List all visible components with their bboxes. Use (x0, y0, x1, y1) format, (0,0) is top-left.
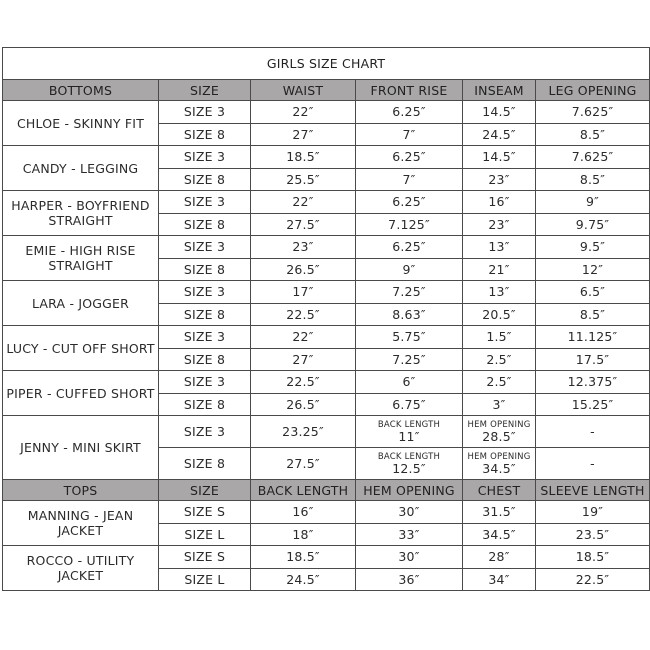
size-cell: SIZE S (159, 501, 251, 524)
sub-value: 34.5″ (482, 460, 516, 476)
inseam-cell: 14.5″ (463, 146, 536, 169)
table-row (3, 416, 650, 448)
waist-cell: 22″ (251, 101, 356, 124)
inseam-cell: 13″ (463, 236, 536, 259)
hem-opening-cell: 36″ (356, 568, 463, 591)
inseam-cell: 1.5″ (463, 326, 536, 349)
front-rise-cell: 6.25″ (356, 191, 463, 214)
sleeve-length-cell: 18.5″ (536, 546, 650, 569)
product-name: PIPER - CUFFED SHORT (3, 371, 159, 416)
hem-opening-cell: 30″ (356, 546, 463, 569)
size-cell: SIZE 3 (159, 326, 251, 349)
header-cell: SIZE (159, 480, 251, 501)
size-cell: SIZE 8 (159, 348, 251, 371)
size-cell: SIZE 8 (159, 448, 251, 480)
sleeve-length-cell: 19″ (536, 501, 650, 524)
header-cell: FRONT RISE (356, 80, 463, 101)
table-row (3, 281, 650, 304)
front-rise-cell: 7″ (356, 168, 463, 191)
leg-opening-cell: 7.625″ (536, 146, 650, 169)
size-cell: SIZE L (159, 523, 251, 546)
inseam-cell: 16″ (463, 191, 536, 214)
inseam-cell: 14.5″ (463, 101, 536, 124)
waist-cell: 22″ (251, 191, 356, 214)
size-cell: SIZE S (159, 546, 251, 569)
size-cell: SIZE 8 (159, 213, 251, 236)
waist-cell: 27.5″ (251, 448, 356, 480)
size-cell: SIZE 3 (159, 416, 251, 448)
back-length-cell: 18″ (251, 523, 356, 546)
table-row (3, 546, 650, 569)
waist-cell: 27″ (251, 348, 356, 371)
front-rise-cell: 8.63″ (356, 303, 463, 326)
header-cell: BOTTOMS (3, 80, 159, 101)
size-cell: SIZE 8 (159, 303, 251, 326)
product-name: CANDY - LEGGING (3, 146, 159, 191)
size-cell: SIZE 3 (159, 371, 251, 394)
chest-cell: 34.5″ (463, 523, 536, 546)
sub-value: 28.5″ (482, 428, 516, 444)
table-row (3, 191, 650, 214)
waist-cell: 23.25″ (251, 416, 356, 448)
table-row (3, 236, 650, 259)
sleeve-length-cell: 23.5″ (536, 523, 650, 546)
sub-label: HEM OPENING (467, 451, 531, 462)
inseam-cell: 2.5″ (463, 348, 536, 371)
front-rise-cell: 7.25″ (356, 348, 463, 371)
header-cell: INSEAM (463, 80, 536, 101)
product-name: LUCY - CUT OFF SHORT (3, 326, 159, 371)
leg-opening-cell: 11.125″ (536, 326, 650, 349)
sub-label: BACK LENGTH (377, 451, 441, 462)
front-rise-cell: 6.25″ (356, 101, 463, 124)
size-cell: SIZE 8 (159, 258, 251, 281)
size-cell: SIZE 3 (159, 191, 251, 214)
size-cell: SIZE 8 (159, 123, 251, 146)
waist-cell: 22″ (251, 326, 356, 349)
waist-cell: 22.5″ (251, 371, 356, 394)
leg-opening-cell: 12.375″ (536, 371, 650, 394)
product-name: ROCCO - UTILITY JACKET (3, 546, 159, 591)
waist-cell: 27″ (251, 123, 356, 146)
inseam-cell: 24.5″ (463, 123, 536, 146)
size-cell: SIZE 3 (159, 281, 251, 304)
front-rise-cell: 5.75″ (356, 326, 463, 349)
waist-cell: 17″ (251, 281, 356, 304)
front-rise-cell: 6.75″ (356, 393, 463, 416)
leg-opening-cell: 8.5″ (536, 123, 650, 146)
header-cell: TOPS (3, 480, 159, 501)
inseam-cell: 23″ (463, 213, 536, 236)
back-length-cell (356, 416, 463, 448)
waist-cell: 26.5″ (251, 393, 356, 416)
waist-cell: 25.5″ (251, 168, 356, 191)
inseam-cell: 13″ (463, 281, 536, 304)
back-length-cell (356, 448, 463, 480)
table-row (3, 501, 650, 524)
header-cell: SLEEVE LENGTH (536, 480, 650, 501)
leg-opening-cell: 9.5″ (536, 236, 650, 259)
inseam-cell: 20.5″ (463, 303, 536, 326)
header-cell: BACK LENGTH (251, 480, 356, 501)
sub-value: 12.5″ (392, 460, 426, 476)
leg-opening-cell: 6.5″ (536, 281, 650, 304)
header-cell: HEM OPENING (356, 480, 463, 501)
waist-cell: 26.5″ (251, 258, 356, 281)
waist-cell: 18.5″ (251, 146, 356, 169)
leg-opening-cell: 12″ (536, 258, 650, 281)
header-cell: WAIST (251, 80, 356, 101)
back-length-cell: 16″ (251, 501, 356, 524)
bottoms-body (3, 101, 650, 416)
size-cell: SIZE 3 (159, 236, 251, 259)
inseam-cell: 3″ (463, 393, 536, 416)
table-row (3, 146, 650, 169)
jenny-body (3, 416, 650, 480)
bottoms-header-row (3, 80, 650, 101)
back-length-cell: 24.5″ (251, 568, 356, 591)
front-rise-cell: 9″ (356, 258, 463, 281)
chest-cell: 28″ (463, 546, 536, 569)
size-chart-table (2, 47, 650, 591)
product-name: JENNY - MINI SKIRT (3, 416, 159, 480)
inseam-cell: 21″ (463, 258, 536, 281)
size-cell: SIZE 3 (159, 101, 251, 124)
leg-opening-cell: 7.625″ (536, 101, 650, 124)
leg-opening-cell: 8.5″ (536, 303, 650, 326)
size-cell: SIZE 8 (159, 393, 251, 416)
tops-body (3, 501, 650, 591)
product-name: LARA - JOGGER (3, 281, 159, 326)
hem-opening-cell (463, 448, 536, 480)
product-name: MANNING - JEAN JACKET (3, 501, 159, 546)
sub-value: 11″ (398, 428, 420, 444)
front-rise-cell: 6″ (356, 371, 463, 394)
leg-opening-cell: 17.5″ (536, 348, 650, 371)
size-cell: SIZE 3 (159, 146, 251, 169)
header-cell: LEG OPENING (536, 80, 650, 101)
table-row (3, 326, 650, 349)
leg-opening-cell: - (536, 416, 650, 448)
leg-opening-cell: - (536, 448, 650, 480)
front-rise-cell: 7.25″ (356, 281, 463, 304)
size-cell: SIZE 8 (159, 168, 251, 191)
leg-opening-cell: 15.25″ (536, 393, 650, 416)
header-cell: SIZE (159, 80, 251, 101)
back-length-cell: 18.5″ (251, 546, 356, 569)
hem-opening-cell: 30″ (356, 501, 463, 524)
tops-header-row (3, 480, 650, 501)
front-rise-cell: 7″ (356, 123, 463, 146)
waist-cell: 23″ (251, 236, 356, 259)
hem-opening-cell (463, 416, 536, 448)
chart-title: GIRLS SIZE CHART (3, 48, 650, 80)
sleeve-length-cell: 22.5″ (536, 568, 650, 591)
front-rise-cell: 7.125″ (356, 213, 463, 236)
product-name: EMIE - HIGH RISE STRAIGHT (3, 236, 159, 281)
waist-cell: 27.5″ (251, 213, 356, 236)
table-row (3, 101, 650, 124)
chest-cell: 34″ (463, 568, 536, 591)
front-rise-cell: 6.25″ (356, 146, 463, 169)
table-row (3, 371, 650, 394)
chest-cell: 31.5″ (463, 501, 536, 524)
front-rise-cell: 6.25″ (356, 236, 463, 259)
product-name: CHLOE - SKINNY FIT (3, 101, 159, 146)
leg-opening-cell: 8.5″ (536, 168, 650, 191)
size-cell: SIZE L (159, 568, 251, 591)
leg-opening-cell: 9.75″ (536, 213, 650, 236)
header-cell: CHEST (463, 480, 536, 501)
waist-cell: 22.5″ (251, 303, 356, 326)
product-name: HARPER - BOYFRIEND STRAIGHT (3, 191, 159, 236)
inseam-cell: 23″ (463, 168, 536, 191)
sub-label: HEM OPENING (467, 419, 531, 430)
inseam-cell: 2.5″ (463, 371, 536, 394)
leg-opening-cell: 9″ (536, 191, 650, 214)
hem-opening-cell: 33″ (356, 523, 463, 546)
sub-label: BACK LENGTH (377, 419, 441, 430)
